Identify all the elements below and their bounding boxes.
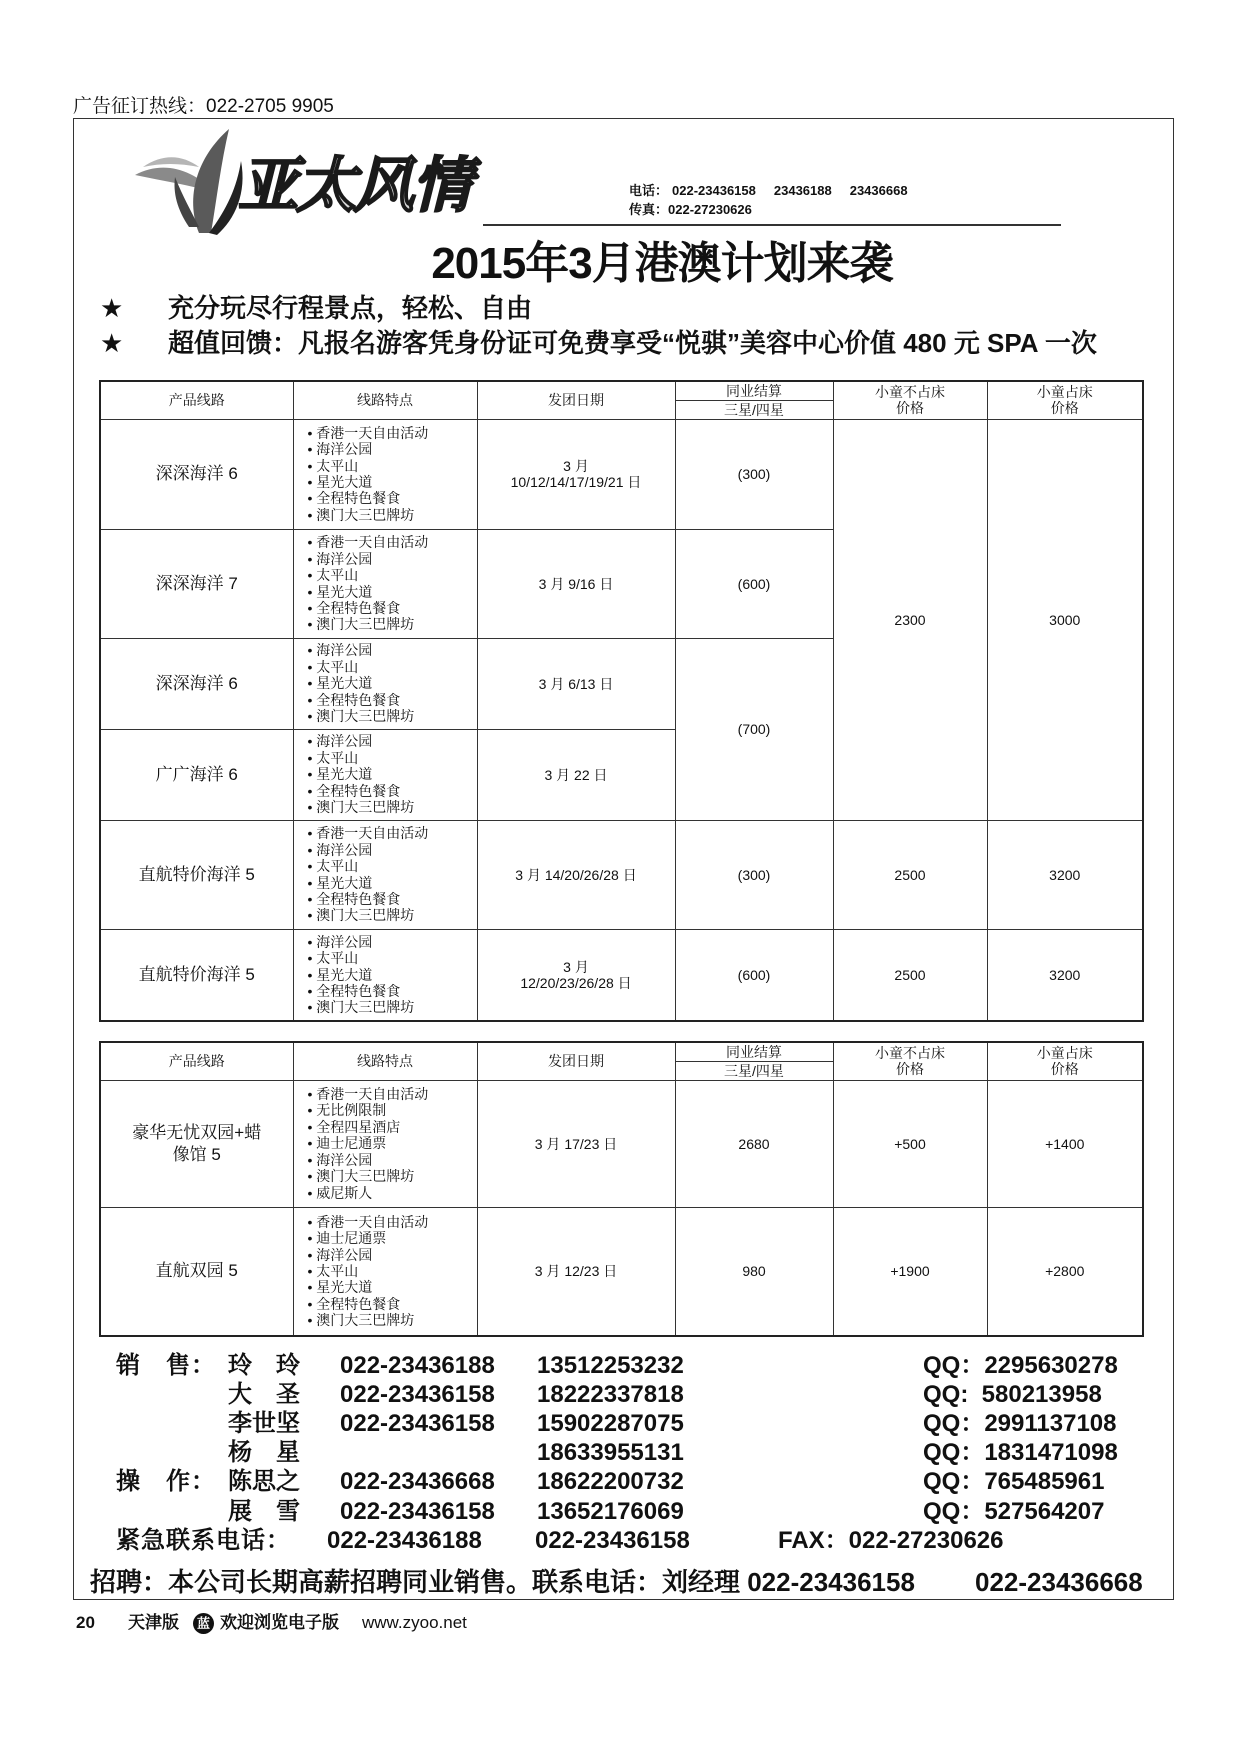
- header-route: 产品线路: [100, 381, 293, 419]
- header-settle-sub: 三星/四星: [675, 400, 833, 419]
- table-row: [100, 1080, 1143, 1207]
- feature-item: • 澳门大三巴牌坊: [308, 616, 477, 632]
- highlight-text: 充分玩尽行程景点，轻松、自由: [168, 293, 533, 323]
- header-settle: 同业结算: [675, 381, 833, 400]
- feature-item: • 太平山: [308, 950, 477, 966]
- table-row: [100, 419, 1143, 529]
- feature-item: • 迪士尼通票: [308, 1230, 477, 1246]
- feature-item: • 全程特色餐食: [308, 983, 477, 999]
- header-child-bed-label: 小童占床: [1036, 1045, 1093, 1062]
- route-name: 深深海洋 7: [100, 529, 293, 638]
- settle-price: (600): [675, 529, 833, 638]
- feature-item: • 海洋公园: [308, 642, 477, 658]
- recruit-notice: 招聘：本公司长期高薪招聘同业销售。联系电话：刘经理 022-23436158: [90, 1567, 915, 1597]
- child-bed-price: +1400: [987, 1080, 1143, 1207]
- contact-mobile: 18633955131: [537, 1439, 684, 1466]
- emergency-phone: 022-23436188: [327, 1527, 482, 1554]
- feature-item: • 全程四星酒店: [308, 1119, 477, 1135]
- departure-date: [477, 529, 675, 638]
- contact-mobile: 13652176069: [537, 1498, 684, 1525]
- feature-item: • 澳门大三巴牌坊: [308, 507, 477, 523]
- route-table-1: [99, 380, 1144, 1022]
- settle-price: (300): [675, 820, 833, 929]
- child-no-bed-price: +500: [833, 1080, 987, 1207]
- settle-price: (300): [675, 419, 833, 529]
- contact-qq: QQ：2295630278: [923, 1352, 1118, 1379]
- contact-qq: QQ：2991137108: [923, 1410, 1117, 1437]
- route-name: 直航特价海洋 5: [100, 929, 293, 1021]
- feature-item: • 香港一天自由活动: [308, 1086, 477, 1102]
- edition-label: 天津版: [128, 1613, 179, 1632]
- feature-item: • 澳门大三巴牌坊: [308, 1312, 477, 1328]
- emergency-label: 紧急联系电话：: [116, 1527, 291, 1554]
- feature-item: • 海洋公园: [308, 1247, 477, 1263]
- route-name: 直航特价海洋 5: [100, 820, 293, 929]
- logo-divider: [483, 224, 1061, 226]
- ad-hotline: 广告征订热线：022-2705 9905: [73, 96, 334, 117]
- route-features: [293, 929, 477, 1021]
- feature-item: • 香港一天自由活动: [308, 825, 477, 841]
- company-phone: [629, 180, 908, 199]
- contact-name: 杨 星: [228, 1439, 300, 1466]
- emergency-phone: 022-23436158: [535, 1527, 690, 1554]
- route-features: [293, 820, 477, 929]
- leaf-logo-icon: [133, 127, 253, 237]
- feature-item: • 太平山: [308, 1263, 477, 1279]
- feature-item: • 星光大道: [308, 875, 477, 891]
- date-line: 12/20/23/26/28 日: [520, 974, 632, 991]
- settle-price: 2680: [675, 1080, 833, 1207]
- date-line: 10/12/14/17/19/21 日: [510, 474, 642, 490]
- header-child-bed: [987, 381, 1143, 419]
- company-fax: 传真：022-27230626: [629, 202, 752, 217]
- departure-date: [477, 729, 675, 820]
- phone-number: 022-23436158: [672, 183, 756, 198]
- contact-mobile: 13512253232: [537, 1352, 684, 1379]
- feature-item: • 星光大道: [308, 1279, 477, 1295]
- feature-item: • 全程特色餐食: [308, 490, 477, 506]
- phone-number: 23436668: [849, 183, 908, 198]
- star-icon: ★: [100, 293, 124, 323]
- date-line: 3 月 22 日: [544, 766, 608, 783]
- feature-item: • 星光大道: [308, 766, 477, 782]
- contact-name: 陈思之: [228, 1468, 300, 1495]
- header-child-bed-label: 小童占床: [1036, 384, 1093, 401]
- settle-price: 980: [675, 1207, 833, 1336]
- header-child-no-bed-label: 小童不占床: [875, 1045, 945, 1062]
- departure-date: [477, 638, 675, 729]
- route-name: [100, 1207, 293, 1336]
- contact-name: 李世坚: [228, 1410, 300, 1437]
- child-bed-price: 3200: [987, 929, 1143, 1021]
- feature-item: • 海洋公园: [308, 441, 477, 457]
- feature-item: • 海洋公园: [308, 934, 477, 950]
- route-features: [293, 419, 477, 529]
- header-child-bed: [987, 1042, 1143, 1080]
- header-child-no-bed-label: 小童不占床: [875, 384, 945, 401]
- departure-date: [477, 419, 675, 529]
- contact-name: 大 圣: [228, 1381, 300, 1408]
- feature-item: • 全程特色餐食: [308, 1296, 477, 1312]
- feature-item: • 澳门大三巴牌坊: [308, 1168, 477, 1184]
- header-price-label: 价格: [896, 400, 924, 417]
- feature-item: • 海洋公园: [308, 1152, 477, 1168]
- page-title: 2015年3月港澳计划来袭: [431, 239, 893, 288]
- route-features: [293, 729, 477, 820]
- header-settle: 同业结算: [675, 1042, 833, 1061]
- contact-landline: 022-23436188: [340, 1352, 495, 1379]
- footer-slogan: 欢迎浏览电子版: [220, 1613, 339, 1632]
- route-table-2: [99, 1041, 1144, 1337]
- route-name: [100, 1080, 293, 1207]
- footer-url: www.zyoo.net: [362, 1613, 467, 1632]
- contact-name: 展 雪: [228, 1498, 300, 1525]
- date-line: 3 月 14/20/26/28 日: [515, 866, 637, 883]
- feature-item: • 澳门大三巴牌坊: [308, 999, 477, 1015]
- route-features: [293, 638, 477, 729]
- route-features: [293, 1080, 477, 1207]
- feature-item: • 太平山: [308, 659, 477, 675]
- feature-item: • 全程特色餐食: [308, 891, 477, 907]
- child-bed-price: 3000: [987, 419, 1143, 820]
- feature-item: • 太平山: [308, 567, 477, 583]
- feature-item: • 太平山: [308, 858, 477, 874]
- phone-number: 23436188: [773, 183, 832, 198]
- feature-item: • 海洋公园: [308, 733, 477, 749]
- feature-item: • 香港一天自由活动: [308, 1214, 477, 1230]
- header-features: 线路特点: [293, 381, 477, 419]
- settle-price: (600): [675, 929, 833, 1021]
- route-features: [293, 529, 477, 638]
- route-name: 广广海洋 6: [100, 729, 293, 820]
- contact-qq: QQ：765485961: [923, 1468, 1105, 1495]
- child-bed-price: 3200: [987, 820, 1143, 929]
- feature-item: • 无比例限制: [308, 1102, 477, 1118]
- feature-item: • 太平山: [308, 750, 477, 766]
- child-no-bed-price: 2500: [833, 820, 987, 929]
- departure-date: [477, 929, 675, 1021]
- contact-landline: 022-23436158: [340, 1498, 495, 1525]
- departure-date: [477, 820, 675, 929]
- header-date: 发团日期: [477, 381, 675, 419]
- route-name-line: 像馆 5: [172, 1144, 221, 1164]
- header-price-label: 价格: [1050, 1061, 1079, 1078]
- header-date: 发团日期: [477, 1042, 675, 1080]
- date-line: 3 月 9/16 日: [538, 575, 614, 592]
- feature-item: • 星光大道: [308, 967, 477, 983]
- table-row: [100, 1207, 1143, 1336]
- header-route: 产品线路: [100, 1042, 293, 1080]
- header-price-label: 价格: [896, 1061, 924, 1078]
- header-child-no-bed: [833, 381, 987, 419]
- feature-item: • 香港一天自由活动: [308, 425, 477, 441]
- feature-item: • 全程特色餐食: [308, 692, 477, 708]
- highlight-text: 超值回馈：凡报名游客凭身份证可免费享受“悦骐”美容中心价值 480 元 SPA 一次: [168, 328, 1097, 358]
- header-features: 线路特点: [293, 1042, 477, 1080]
- table-row: [100, 929, 1143, 1021]
- departure-date: 3 月 17/23 日: [477, 1080, 675, 1207]
- route-name-line: 豪华无忧双园+蜡: [132, 1122, 262, 1142]
- contact-mobile: 15902287075: [537, 1410, 684, 1437]
- star-icon: ★: [100, 328, 124, 358]
- contact-landline: 022-23436668: [340, 1468, 495, 1495]
- phone-label: 电话：: [629, 183, 669, 198]
- child-no-bed-price: +1900: [833, 1207, 987, 1336]
- feature-item: • 太平山: [308, 458, 477, 474]
- contact-landline: 022-23436158: [340, 1381, 495, 1408]
- sales-label: 销 售：: [116, 1352, 216, 1379]
- operations-label: 操 作：: [116, 1468, 216, 1495]
- logo-text: 亚太风情: [238, 151, 470, 221]
- date-line: 3 月: [563, 958, 589, 975]
- contact-name: 玲 玲: [228, 1352, 300, 1379]
- feature-item: • 全程特色餐食: [308, 783, 477, 799]
- feature-item: • 威尼斯人: [308, 1185, 477, 1201]
- route-name: 深深海洋 6: [100, 419, 293, 529]
- date-line: 3 月 6/13 日: [538, 675, 614, 692]
- feature-item: • 澳门大三巴牌坊: [308, 708, 477, 724]
- emergency-fax: FAX：022-27230626: [778, 1527, 1004, 1554]
- recruit-phone: 022-23436668: [975, 1567, 1143, 1597]
- feature-item: • 星光大道: [308, 474, 477, 490]
- child-no-bed-price: 2500: [833, 929, 987, 1021]
- route-name-line: 直航双园 5: [155, 1261, 238, 1281]
- contact-qq: QQ: 580213958: [923, 1381, 1102, 1408]
- header-child-no-bed: [833, 1042, 987, 1080]
- route-features: [293, 1207, 477, 1336]
- departure-date: 3 月 12/23 日: [477, 1207, 675, 1336]
- contact-mobile: 18622200732: [537, 1468, 684, 1495]
- header-price-label: 价格: [1050, 400, 1079, 417]
- child-no-bed-price: 2300: [833, 419, 987, 820]
- edition-badge-icon: 蓝: [193, 1613, 214, 1634]
- date-line: 3 月: [563, 458, 589, 474]
- route-name: 深深海洋 6: [100, 638, 293, 729]
- child-bed-price: +2800: [987, 1207, 1143, 1336]
- settle-price: (700): [675, 638, 833, 820]
- feature-item: • 星光大道: [308, 675, 477, 691]
- feature-item: • 海洋公园: [308, 551, 477, 567]
- table-row: [100, 820, 1143, 929]
- contact-qq: QQ：527564207: [923, 1498, 1105, 1525]
- header-settle-sub: 三星/四星: [675, 1061, 833, 1080]
- feature-item: • 香港一天自由活动: [308, 534, 477, 550]
- feature-item: • 全程特色餐食: [308, 600, 477, 616]
- contact-qq: QQ：1831471098: [923, 1439, 1118, 1466]
- feature-item: • 澳门大三巴牌坊: [308, 799, 477, 815]
- page-number: 20: [76, 1613, 95, 1632]
- contact-landline: 022-23436158: [340, 1410, 495, 1437]
- feature-item: • 澳门大三巴牌坊: [308, 907, 477, 923]
- feature-item: • 星光大道: [308, 584, 477, 600]
- feature-item: • 海洋公园: [308, 842, 477, 858]
- contact-mobile: 18222337818: [537, 1381, 684, 1408]
- feature-item: • 迪士尼通票: [308, 1135, 477, 1151]
